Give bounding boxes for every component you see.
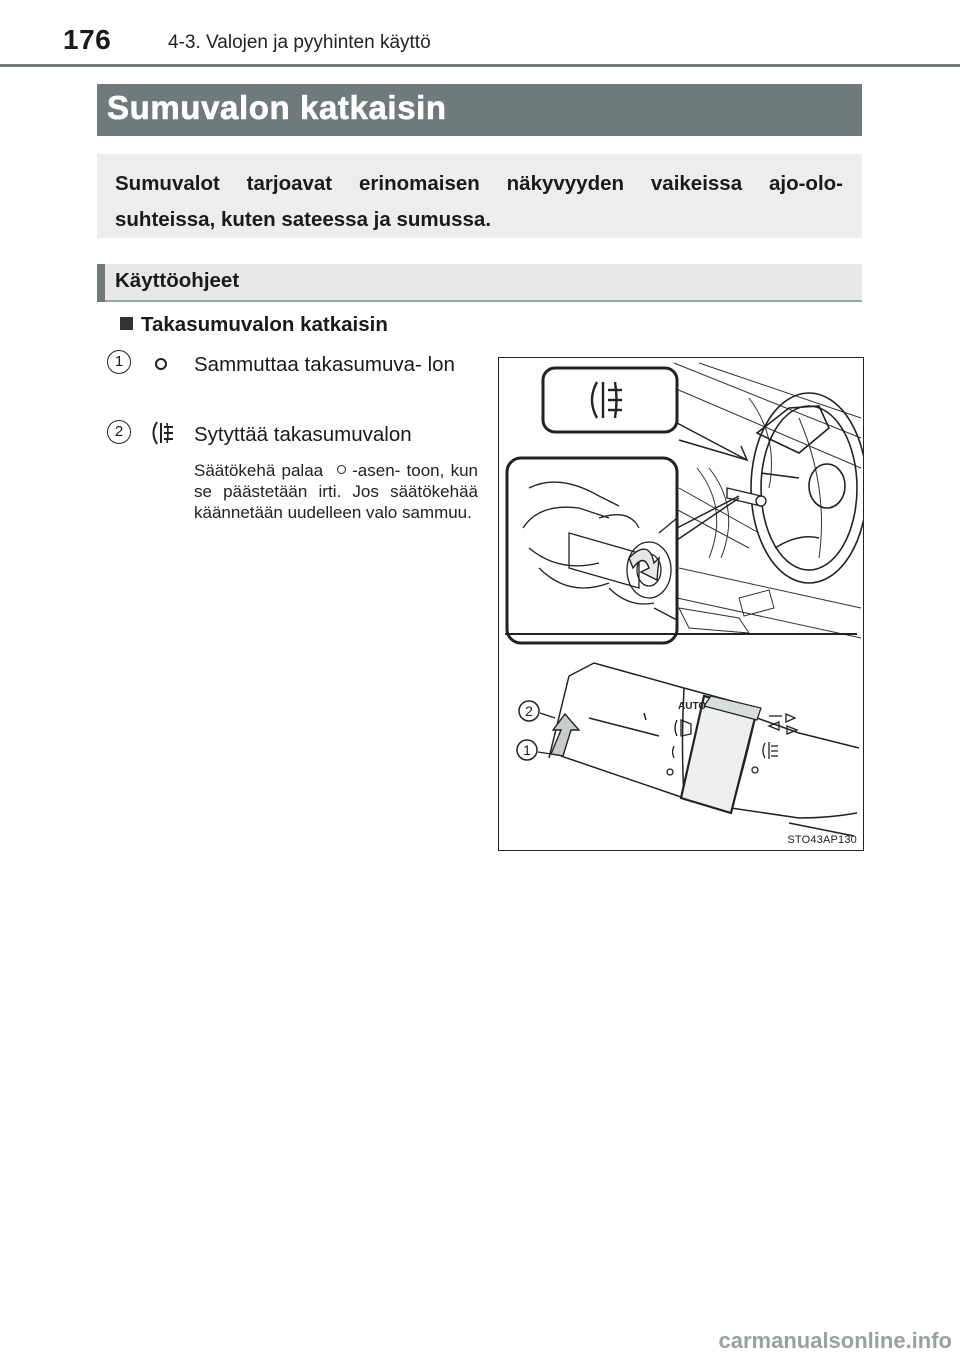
note-text-before: Säätökehä palaa [194, 461, 324, 480]
off-circle-inline-icon [337, 465, 346, 474]
item-text-1: Sammuttaa takasumuva- lon [194, 353, 455, 376]
footer-watermark: carmanualsonline.info [718, 1328, 952, 1353]
page-title: Sumuvalon katkaisin [107, 89, 447, 126]
intro-text: Sumuvalot tarjoavat erinomaisen näkyvyyden vaikeissa ajo-olo- suhteissa, kuten sateessa ja sumussa. [115, 172, 843, 231]
bullet-heading-text: Takasumuvalon katkaisin [141, 313, 388, 336]
rear-fog-light-icon [147, 419, 177, 447]
figure-code: STO43AP130 [787, 834, 857, 846]
callout-1: 1 [523, 742, 531, 758]
square-bullet-icon [120, 317, 133, 330]
item-text-2: Sytyttää takasumuvalon [194, 423, 412, 446]
intro-box [97, 154, 862, 238]
switch-illustration [498, 357, 864, 851]
note-text [194, 460, 478, 523]
item-number-2: 2 [107, 420, 131, 444]
off-circle-icon [155, 358, 167, 370]
subheading-accent [97, 264, 105, 302]
subheading: Käyttöohjeet [115, 269, 240, 292]
page-number: 176 [63, 24, 112, 55]
subheading-bar [97, 264, 862, 302]
section-header: 4-3. Valojen ja pyyhinten käyttö [168, 32, 431, 53]
item-number-1: 1 [107, 350, 131, 374]
note-text-after: -asen- toon, kun se päästetään irti. Jos säätökehää käännetään uudelleen valo sammuu. [194, 461, 478, 522]
callout-2: 2 [525, 703, 533, 719]
auto-label: AUTO [678, 701, 707, 712]
header-rule [0, 64, 960, 67]
title-bar [97, 84, 862, 136]
illustration-drawing [499, 358, 863, 850]
bullet-heading [120, 313, 388, 337]
